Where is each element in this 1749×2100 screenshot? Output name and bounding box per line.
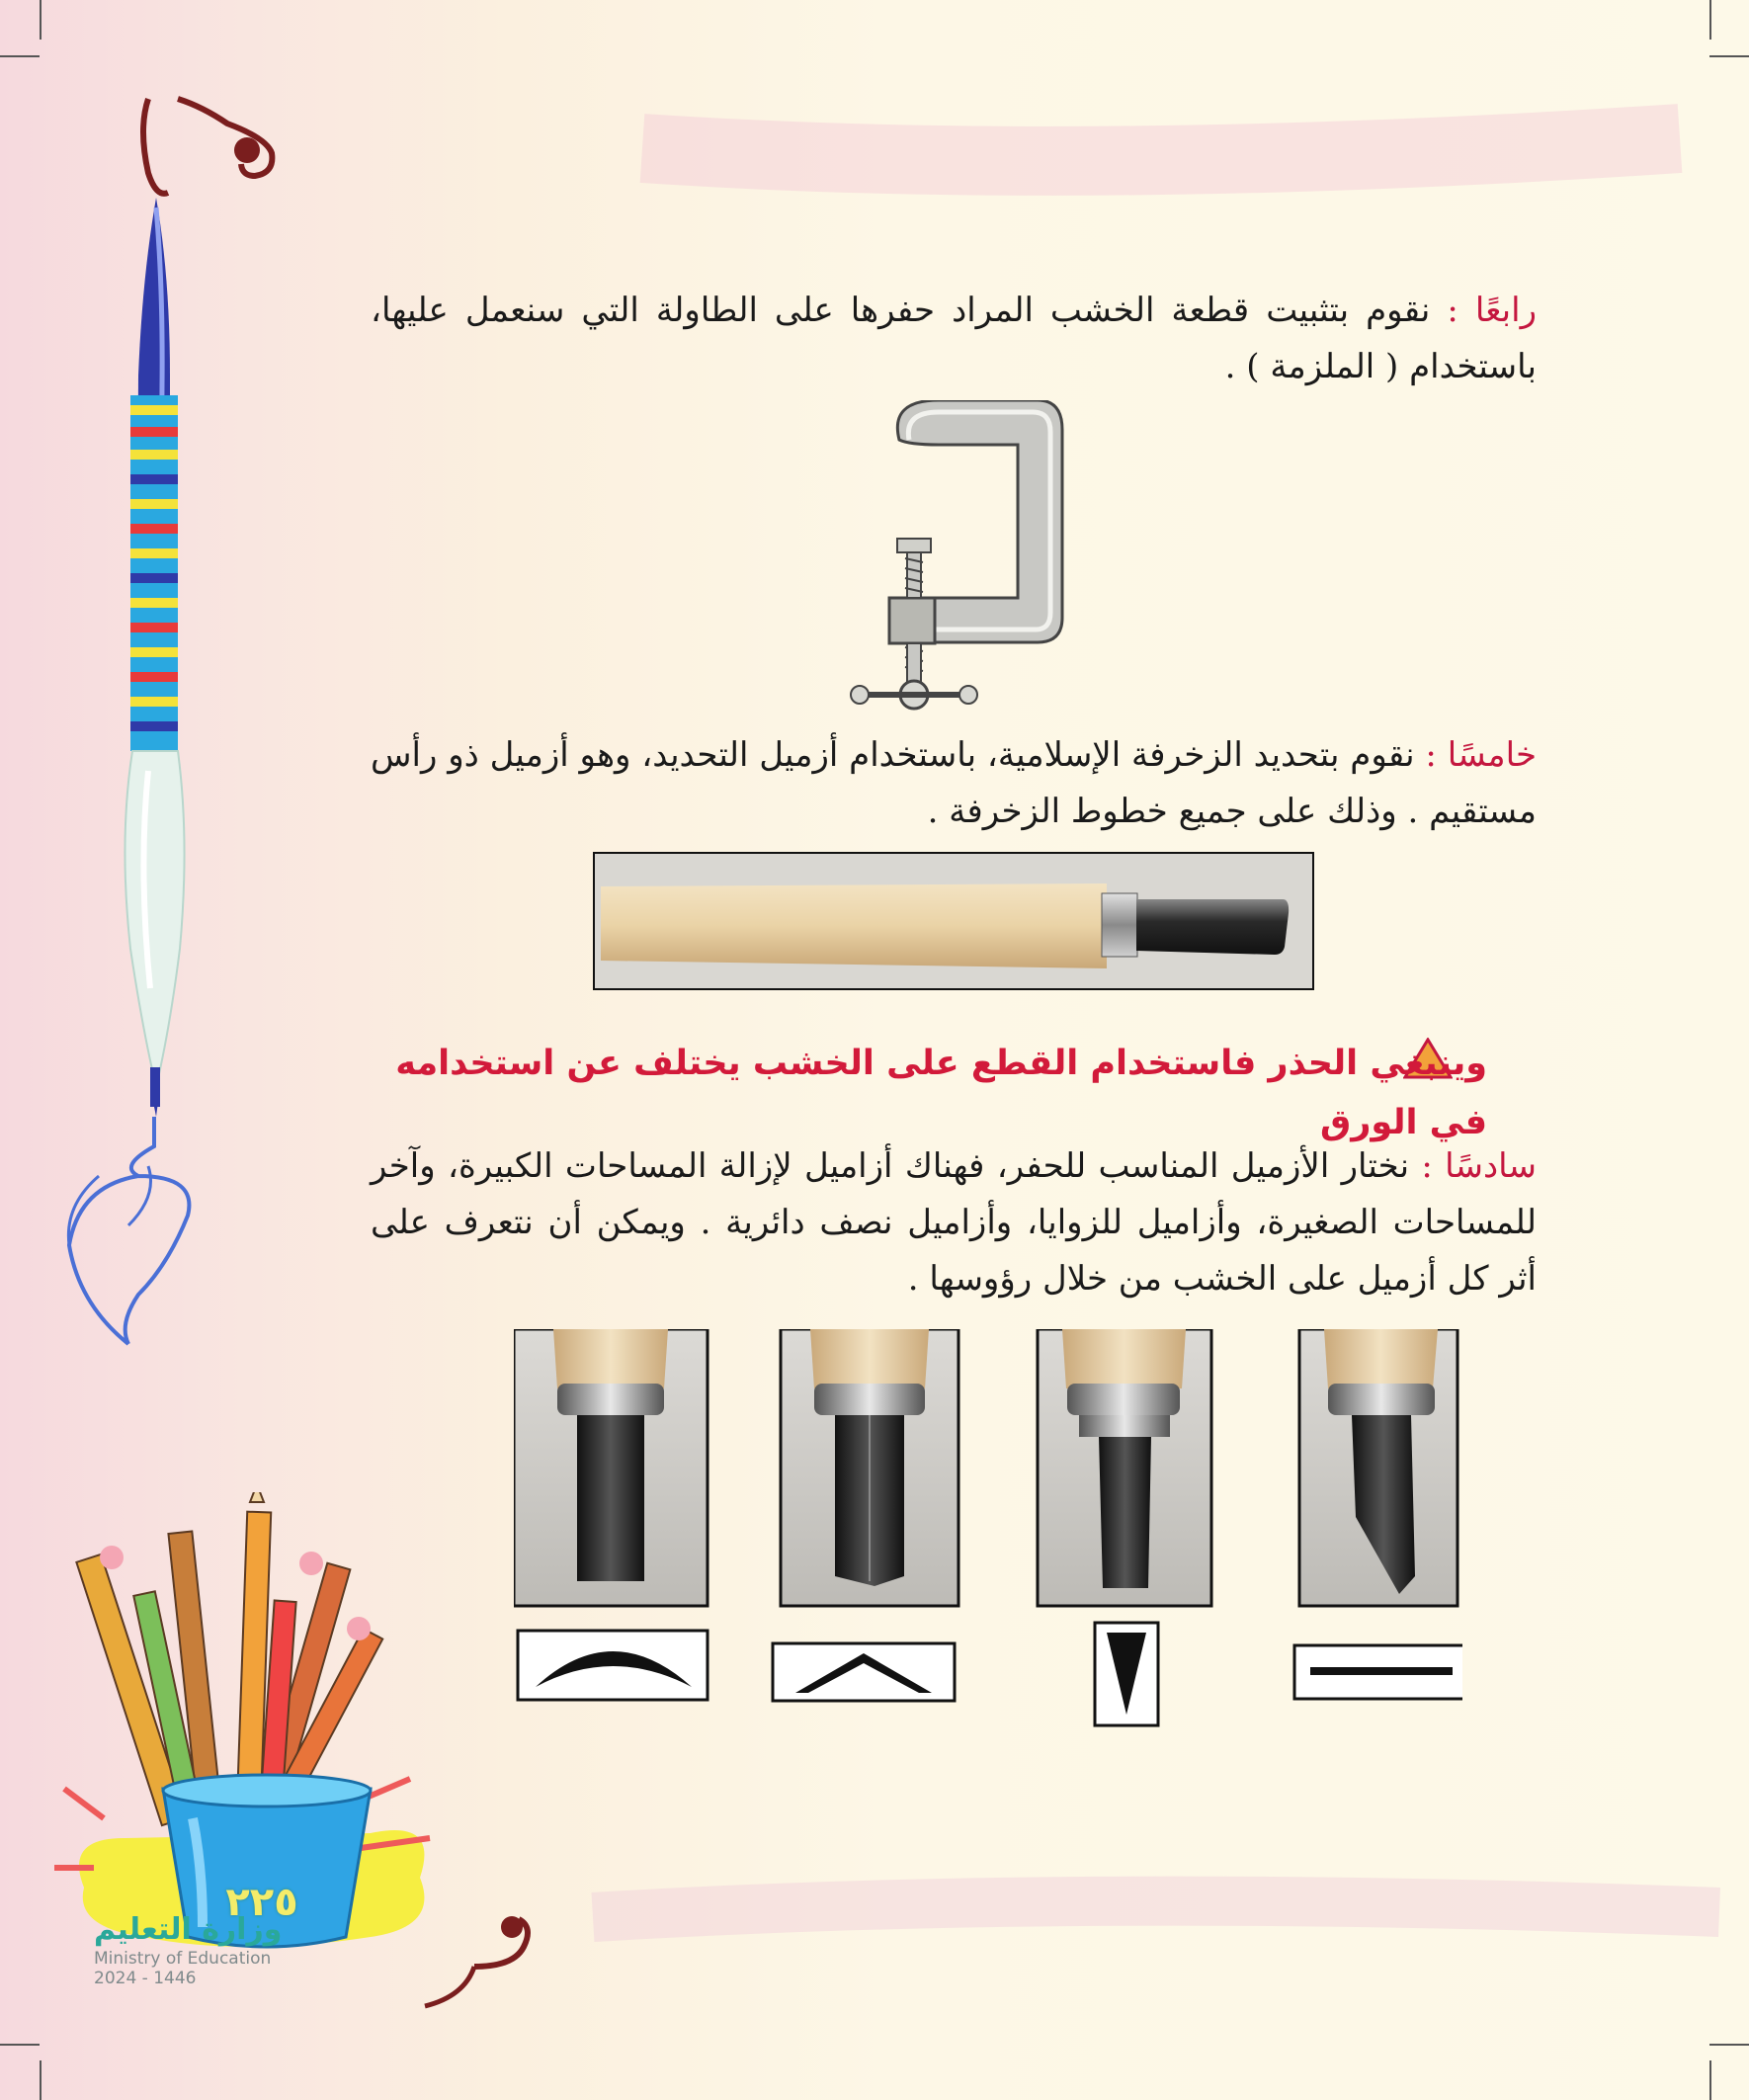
- veiner-profile: [1095, 1623, 1158, 1725]
- skew-chisel-photo: [1299, 1329, 1458, 1606]
- gouge-profile: [518, 1631, 708, 1700]
- ministry-logo-english: Ministry of Education: [94, 1949, 272, 1969]
- veiner-photo: [1038, 1329, 1211, 1606]
- page-number: ٢٢٥: [225, 1880, 298, 1925]
- gouge-photo: [514, 1329, 708, 1606]
- ministry-logo: [94, 1912, 331, 1988]
- step-4-text: نقوم بتثبيت قطعة الخشب المراد حفرها على الطاولة التي سنعمل عليها، باستخدام ( الملزمة ) .: [371, 291, 1537, 386]
- paragraph-step-5: [371, 727, 1537, 840]
- chisel-illustration: [593, 852, 1314, 990]
- step-5-label: خامسًا :: [1425, 735, 1537, 775]
- flat-chisel-profile: [1294, 1645, 1462, 1699]
- chisel-types-figure: [514, 1329, 1462, 1734]
- step-6-label: سادسًا :: [1421, 1146, 1537, 1186]
- v-gouge-profile: [773, 1643, 955, 1701]
- brush-illustration: [40, 198, 237, 1364]
- step-4-label: رابعًا :: [1447, 291, 1537, 330]
- c-clamp-illustration: [850, 400, 1067, 716]
- step-5-text: نقوم بتحديد الزخرفة الإسلامية، باستخدام أزميل التحديد، وهو أزميل ذو رأس مستقيم . وذلك على جميع خطوط الزخرفة .: [371, 735, 1537, 831]
- paragraph-step-6: [371, 1138, 1537, 1307]
- ministry-logo-arabic: وزارة التعليم: [94, 1912, 283, 1947]
- paragraph-step-4: [371, 283, 1537, 395]
- edition-year: 2024 - 1446: [94, 1969, 197, 1988]
- warning-text: وينبغي الحذر فاستخدام القطع على الخشب يختلف عن استخدامه في الورق: [395, 1044, 1487, 1142]
- step-6-text: نختار الأزميل المناسب للحفر، فهناك أزاميل لإزالة المساحات الكبيرة، وآخر للمساحات الصغيرة، وأزاميل للزوايا، وأزاميل نصف دائرية . ويمكن أن نتعرف على أثر كل أزميل على الخشب من خلال رؤوسها .: [371, 1146, 1537, 1299]
- v-gouge-photo: [781, 1329, 958, 1606]
